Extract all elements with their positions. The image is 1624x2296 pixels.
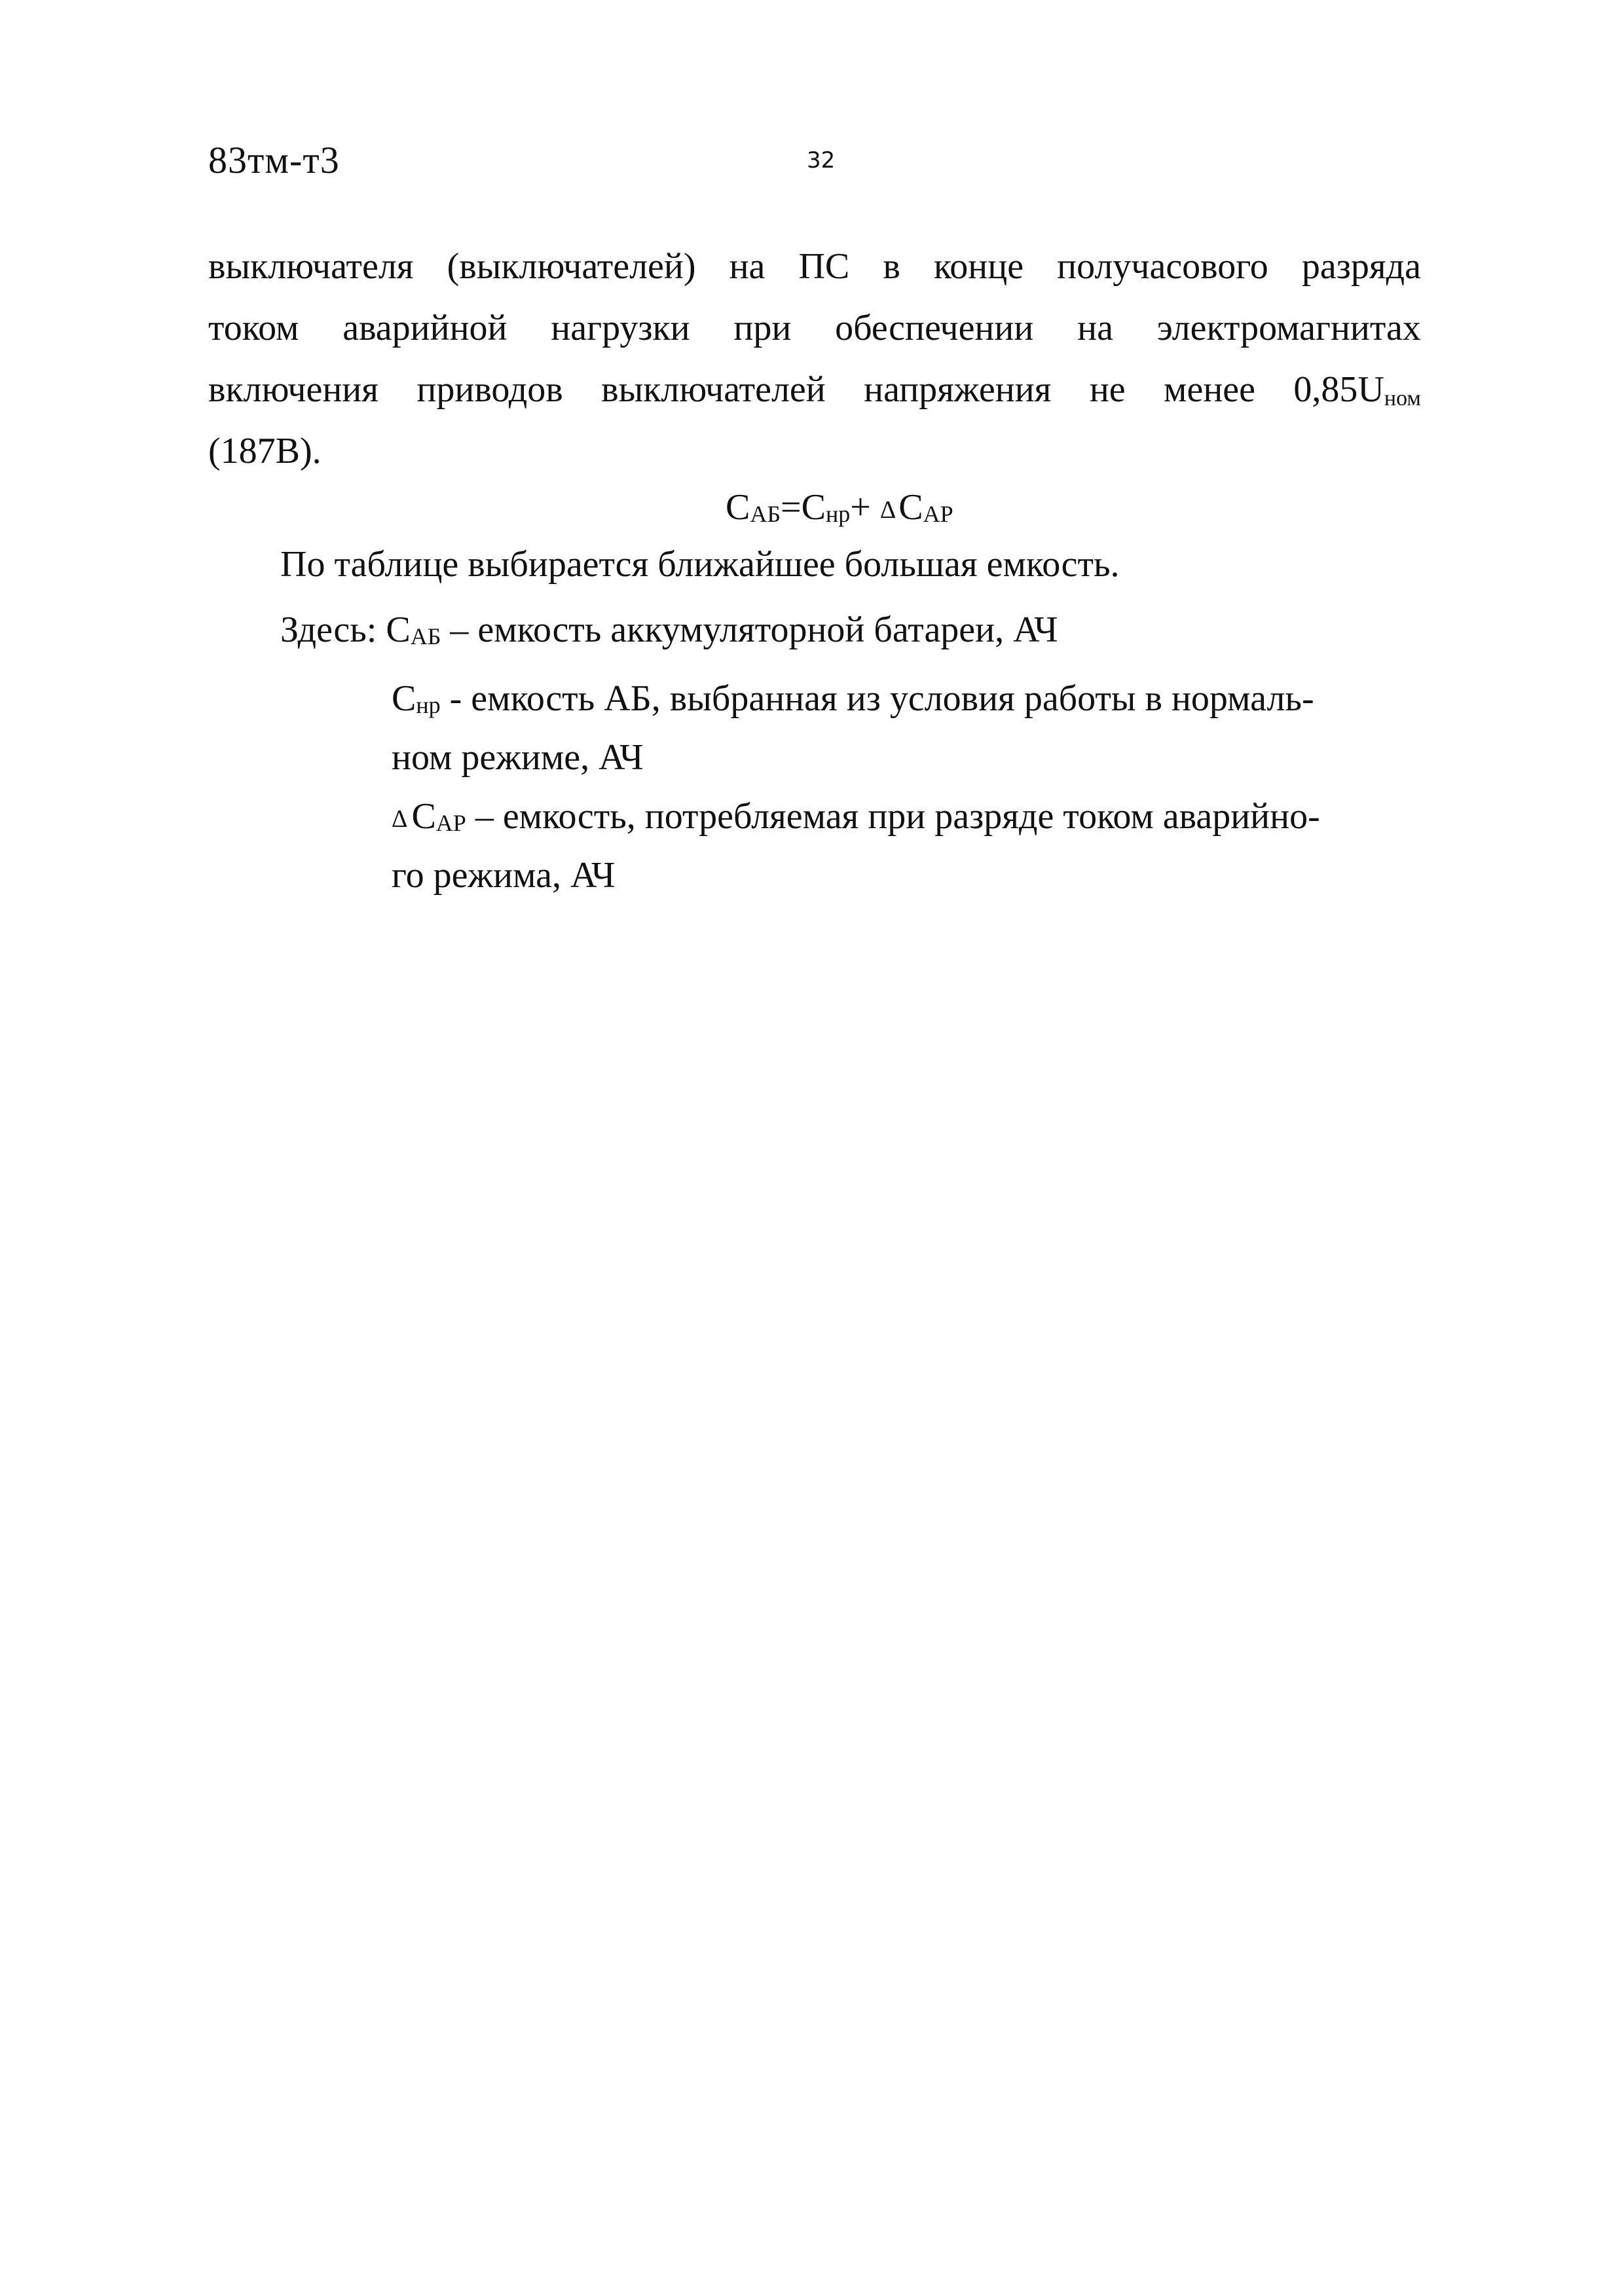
formula-c-nr-sub: нр — [825, 501, 851, 527]
def-car-sub: АР — [435, 810, 466, 836]
word: конце — [933, 246, 1024, 287]
paragraph-continued — [208, 236, 1421, 482]
definitions-intro: Здесь: — [280, 610, 377, 650]
word: нагрузки — [551, 308, 690, 348]
word: обеспечении — [835, 308, 1034, 348]
word: напряжения — [864, 369, 1052, 410]
word: током — [208, 308, 299, 348]
word: на — [1077, 308, 1113, 348]
def-car-symbol: C — [411, 796, 436, 837]
word: включения — [208, 369, 379, 410]
formula-equals: = — [781, 487, 802, 528]
table-note: По таблице выбирается ближайшее большая емкость. — [280, 544, 1120, 585]
definition-cnr-line1 — [392, 668, 1314, 736]
word: в — [883, 246, 900, 287]
word: получасового — [1057, 246, 1268, 287]
definition-car-line2: го режима, АЧ — [392, 855, 616, 896]
word: не — [1089, 369, 1126, 410]
page-number: 32 — [807, 147, 836, 173]
voltage-value — [1293, 359, 1421, 420]
formula-c-ar-sub: АР — [923, 501, 953, 527]
def-cnr-text: - емкость АБ, выбранная из условия работы в нормаль- — [449, 678, 1314, 719]
word: на — [729, 246, 766, 287]
definition-car-line1 — [392, 786, 1320, 854]
word: (выключателей) — [447, 246, 696, 287]
word: разряда — [1301, 246, 1421, 287]
formula-c-main: C — [726, 487, 750, 528]
word: ПС — [798, 246, 850, 287]
definition-cab — [280, 599, 1058, 667]
def-cab-symbol: C — [386, 610, 411, 650]
def-cab-text: – емкость аккумуляторной батареи, АЧ — [450, 610, 1058, 650]
word: менее — [1164, 369, 1256, 410]
formula-c-main-sub: АБ — [750, 501, 781, 527]
word: электромагнитах — [1156, 308, 1421, 348]
formula-plus: + — [850, 487, 871, 528]
word: выключателей — [601, 369, 826, 410]
def-cab-sub: АБ — [410, 623, 441, 649]
word: при — [733, 308, 792, 348]
voltage-symbol: 0,85U — [1293, 369, 1384, 410]
voltage-subscript: ном — [1384, 386, 1421, 410]
formula-c-ar: C — [898, 487, 923, 528]
def-car-text: – емкость, потребляемая при разряде током аварийно- — [475, 796, 1320, 837]
paragraph-line-2 — [208, 297, 1421, 359]
paragraph-line-1 — [208, 236, 1421, 297]
word: аварийной — [342, 308, 507, 348]
formula-c-nr: C — [801, 487, 826, 528]
word: приводов — [416, 369, 563, 410]
def-cnr-sub: нр — [416, 692, 441, 718]
definition-cnr-line2: ном режиме, АЧ — [392, 737, 644, 778]
formula-delta: Δ — [879, 496, 896, 524]
def-car-delta: Δ — [392, 805, 408, 833]
word: выключателя — [208, 246, 414, 287]
paragraph-line-4: (187В). — [208, 431, 322, 471]
document-code: 83тм-т3 — [208, 139, 340, 181]
def-cnr-symbol: C — [392, 678, 416, 719]
paragraph-line-3 — [208, 359, 1421, 420]
